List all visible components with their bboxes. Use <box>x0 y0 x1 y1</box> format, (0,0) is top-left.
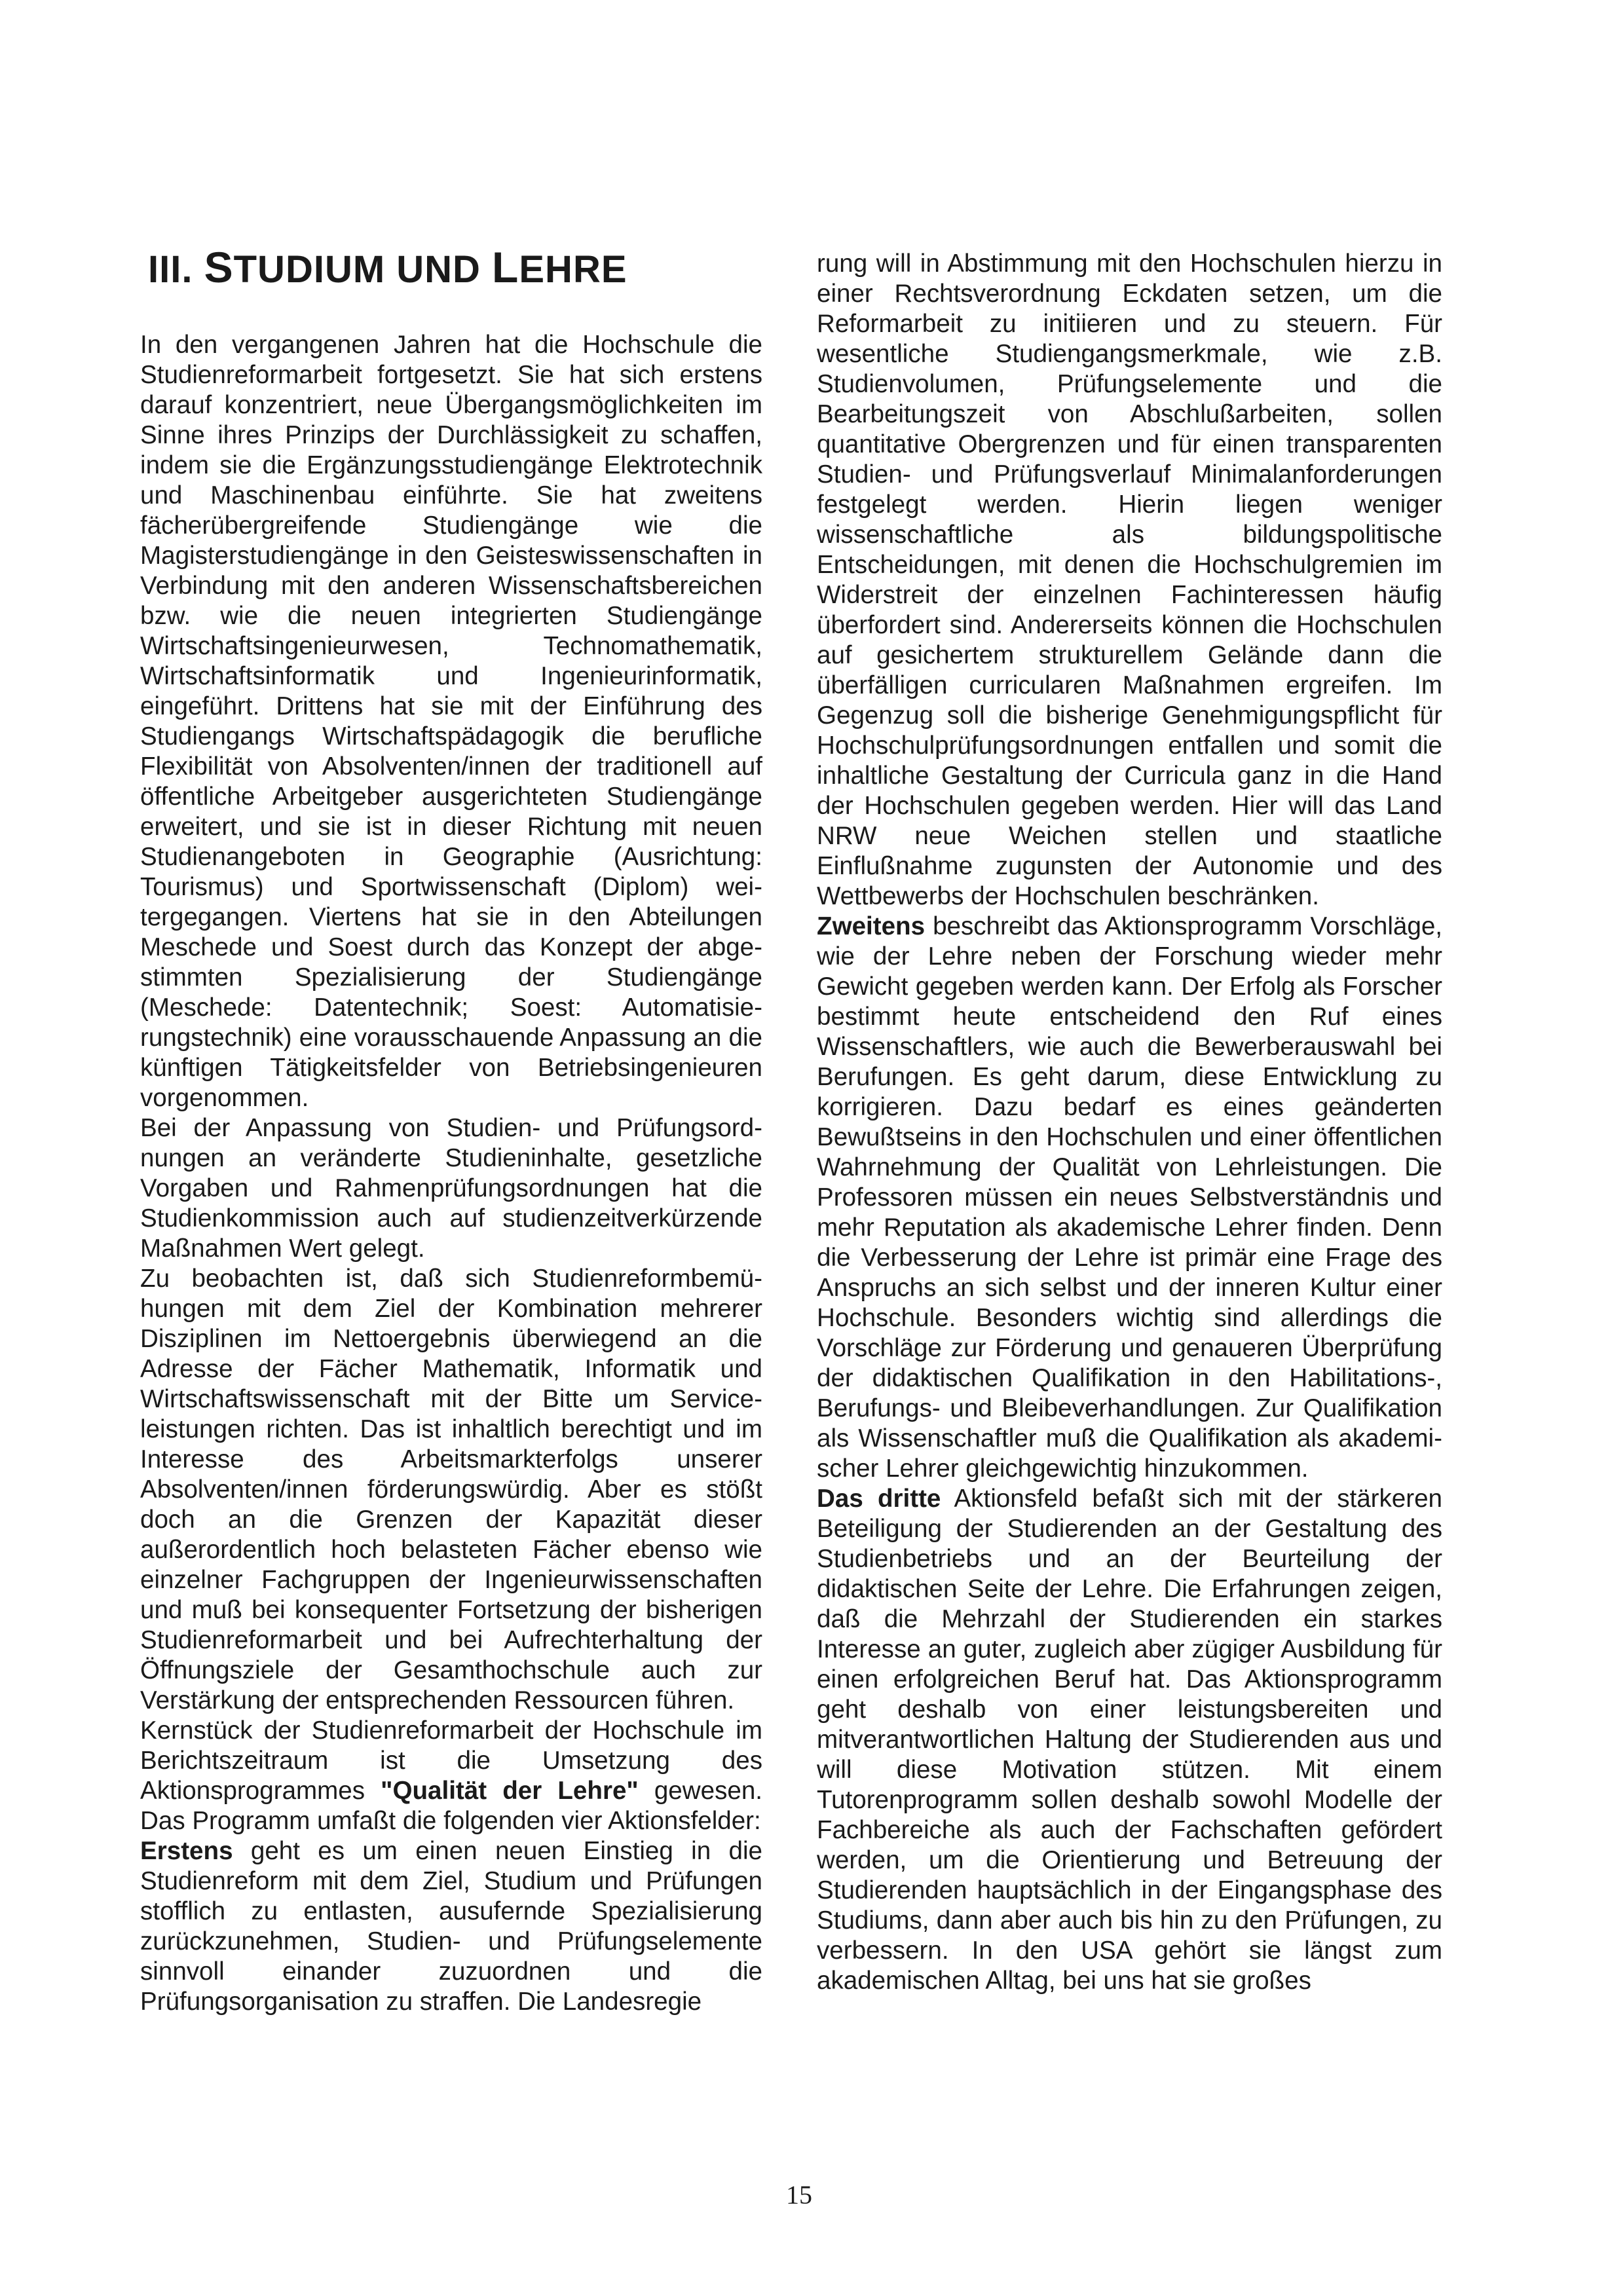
heading-numeral: III. <box>148 248 193 291</box>
left-paragraph-5-text: geht es um einen neuen Einstieg in die Studienreform mit dem Ziel, Studium und Prüfungen stofflich zu entlasten, ausufernde Spezialisierung zurückzunehmen, Studien- und Prüfungselemente sinnvoll einander zuzuordnen und die Prüfungsorganisation zu straffen. Die Landesregie <box>140 1837 762 2016</box>
heading-initial-2: L <box>492 243 519 291</box>
right-paragraph-2-text: beschreibt das Aktionsprogramm Vorschläge, wie der Lehre neben der Forschung wieder mehr Gewicht gegeben werden kann. Der Erfolg als Forscher bestimmt heute entscheidend den Ruf eines Wissenschaftlers, wie auch die Bewerberauswahl bei Berufungen. Es geht darum, diese Entwicklung zu korrigieren. Dazu bedarf es eines geänderten Bewußtseins in den Hochschulen und einer öffentlichen Wahrnehmung der Qualität von Lehrleistungen. Die Professoren müssen ein neues Selbstverständnis und mehr Reputation als akademische Lehrer finden. Denn die Verbesserung der Lehre ist primär eine Frage des Anspruchs an sich selbst und der inneren Kultur einer Hochschule. Besonders wichtig sind allerdings die Vorschläge zur Förderung und genaueren Überprüfung der didaktischen Qualifikation in den Habilitations-, Berufungs- und Bleibeverhandlungen. Zur Qualifikation als Wissenschaftler muß die Qualifikation als akademischer Lehrer gleichgewichtig hinzukommen. <box>817 912 1442 1483</box>
left-paragraph-5 <box>140 1836 762 2017</box>
left-paragraph-3: Zu beobachten ist, daß sich Studienreformbemühungen mit dem Ziel der Kombination mehrerer Disziplinen im Nettoergebnis überwiegend an die Adresse der Fächer Mathematik, Informatik und Wirtschaftswissenschaft mit der Bitte um Serviceleistungen richten. Das ist inhaltlich berechtigt und im Interesse des Arbeitsmarkterfolgs unserer Absolventen/innen förderungswürdig. Aber es stößt doch an die Grenzen der Kapazität dieser außerordentlich hoch belasteten Fächer ebenso wie einzelner Fachgruppen der Ingenieurwissenschaften und muß bei konsequenter Fortsetzung der bisherigen Studienreformarbeit und bei Aufrechterhaltung der Öffnungsziele der Gesamthochschule auch zur Verstärkung der entsprechenden Ressourcen führen. <box>140 1265 762 1714</box>
right-paragraph-3-bold: Das dritte <box>817 1485 941 1513</box>
left-paragraph-4-bold: "Qualität der Lehre" <box>381 1777 639 1805</box>
right-paragraph-3-text: Aktionsfeld befaßt sich mit der stärkeren Beteiligung der Studierenden an der Gestaltung des Studienbetriebs und an der Beurteilung der didaktischen Seite der Lehre. Die Erfahrungen zeigen, daß die Mehrzahl der Studierenden ein starkes Interesse an guter, zugleich aber zügiger Ausbildung für einen erfolgreichen Beruf hat. Das Aktionsprogramm geht deshalb von einer leistungsbereiten und mitverantwortlichen Haltung der Studierenden aus und will diese Motivation stützen. Mit einem Tutorenprogramm sollen deshalb sowohl Modelle der Fachbereiche als auch der Fachschaften gefördert werden, um die Orientierung und Betreuung der Studierenden hauptsächlich in der Eingangsphase des Studiums, dann aber auch bis hin zu den Prüfungen, zu verbessern. In den USA gehört sie längst zum akademischen Alltag, bei uns hat sie großes <box>817 1485 1443 1995</box>
left-paragraph-4 <box>140 1716 762 1836</box>
heading-rest-2: EHRE <box>519 248 627 291</box>
right-paragraph-2 <box>817 912 1442 1484</box>
left-paragraph-5-bold: Erstens <box>140 1837 233 1865</box>
right-column <box>817 249 1442 1996</box>
right-paragraph-1: rung will in Abstimmung mit den Hochschulen hierzu in einer Rechtsverordnung Eckdaten setzen, um die Reformarbeit zu initiieren und zu steuern. Für wesentliche Studiengangsmerkmale, wie z.B. Studienvolumen, Prüfungselemente und die Bearbeitungszeit von Abschlußarbeiten, sollen quantitative Obergrenzen und für einen transparenten Studien- und Prüfungsverlauf Minimalanforderungen festgelegt werden. Hierin liegen weniger wissenschaftliche als bildungspolitische Entscheidungen, mit denen die Hochschulgremien im Widerstreit der einzelnen Fachinteressen häufig überfordert sind. Andererseits können die Hochschulen auf gesichertem strukturellem Gelände dann die überfälligen curricularen Maßnahmen ergreifen. Im Gegenzug soll die bisherige Genehmigungspflicht für Hochschulprüfungsordnungen entfallen und somit die inhaltliche Gestaltung der Curricula ganz in die Hand der Hochschulen gegeben werden. Hier will das Land NRW neue Weichen stellen und staatliche Einflußnahme zugunsten der Autonomie und des Wettbewerbs der Hochschulen beschränken. <box>817 250 1442 910</box>
page-number: 15 <box>786 2180 812 2210</box>
heading-initial-1: S <box>204 243 234 291</box>
right-paragraph-2-bold: Zweitens <box>817 912 926 940</box>
section-heading <box>148 244 738 291</box>
right-paragraph-3 <box>817 1484 1442 1996</box>
heading-rest-1: TUDIUM UND <box>233 248 481 291</box>
left-paragraph-4-start: Kernstück der Studienreformarbeit der Hochschule im Berichtszeitraum ist die Umsetzung des Aktionsprogrammes <box>140 1716 762 1805</box>
left-paragraph-2: Bei der Anpassung von Studien- und Prüfungsordnungen an veränderte Studieninhalte, gesetzliche Vorgaben und Rahmenprüfungsordnungen hat die Studienkommission auch auf studienzeitverkürzende Maßnahmen Wert gelegt. <box>140 1114 762 1263</box>
left-paragraph-1: In den vergangenen Jahren hat die Hochschule die Studienreformarbeit fortgesetzt. Sie hat sich erstens darauf konzentriert, neue Übergangsmöglichkeiten im Sinne ihres Prinzips der Durchlässigkeit zu schaffen, indem sie die Ergänzungsstudiengänge Elektrotechnik und Maschinenbau einführte. Sie hat zweitens fächerübergreifende Studiengänge wie die Magisterstudiengänge in den Geisteswissenschaften in Verbindung mit den anderen Wissenschaftsbereichen bzw. wie die neuen integrierten Studiengänge Wirtschaftsingenieurwesen, Technomathematik, Wirtschaftsinformatik und Ingenieurinformatik, eingeführt. Drittens hat sie mit der Einführung des Studiengangs Wirtschaftspädagogik die berufliche Flexibilität von Absolventen/innen der traditionell auf öffentliche Arbeitgeber ausgerichteten Studiengänge erweitert, und sie ist in dieser Richtung mit neuen Studienangeboten in Geographie (Ausrichtung: Tourismus) und Sportwissenschaft (Diplom) weitergegangen. Viertens hat sie in den Abteilungen Meschede und Soest durch das Konzept der abgestimmten Spezialisierung der Studiengänge (Meschede: Datentechnik; Soest: Automatisierungstechnik) eine vorausschauende Anpassung an die künftigen Tätigkeitsfelder von Betriebsingenieuren vorgenommen. <box>140 331 762 1112</box>
left-column <box>140 330 762 2017</box>
left-paragraph-4-end: gewesen. Das Programm umfaßt die folgenden vier Aktionsfelder: <box>140 1777 762 1835</box>
